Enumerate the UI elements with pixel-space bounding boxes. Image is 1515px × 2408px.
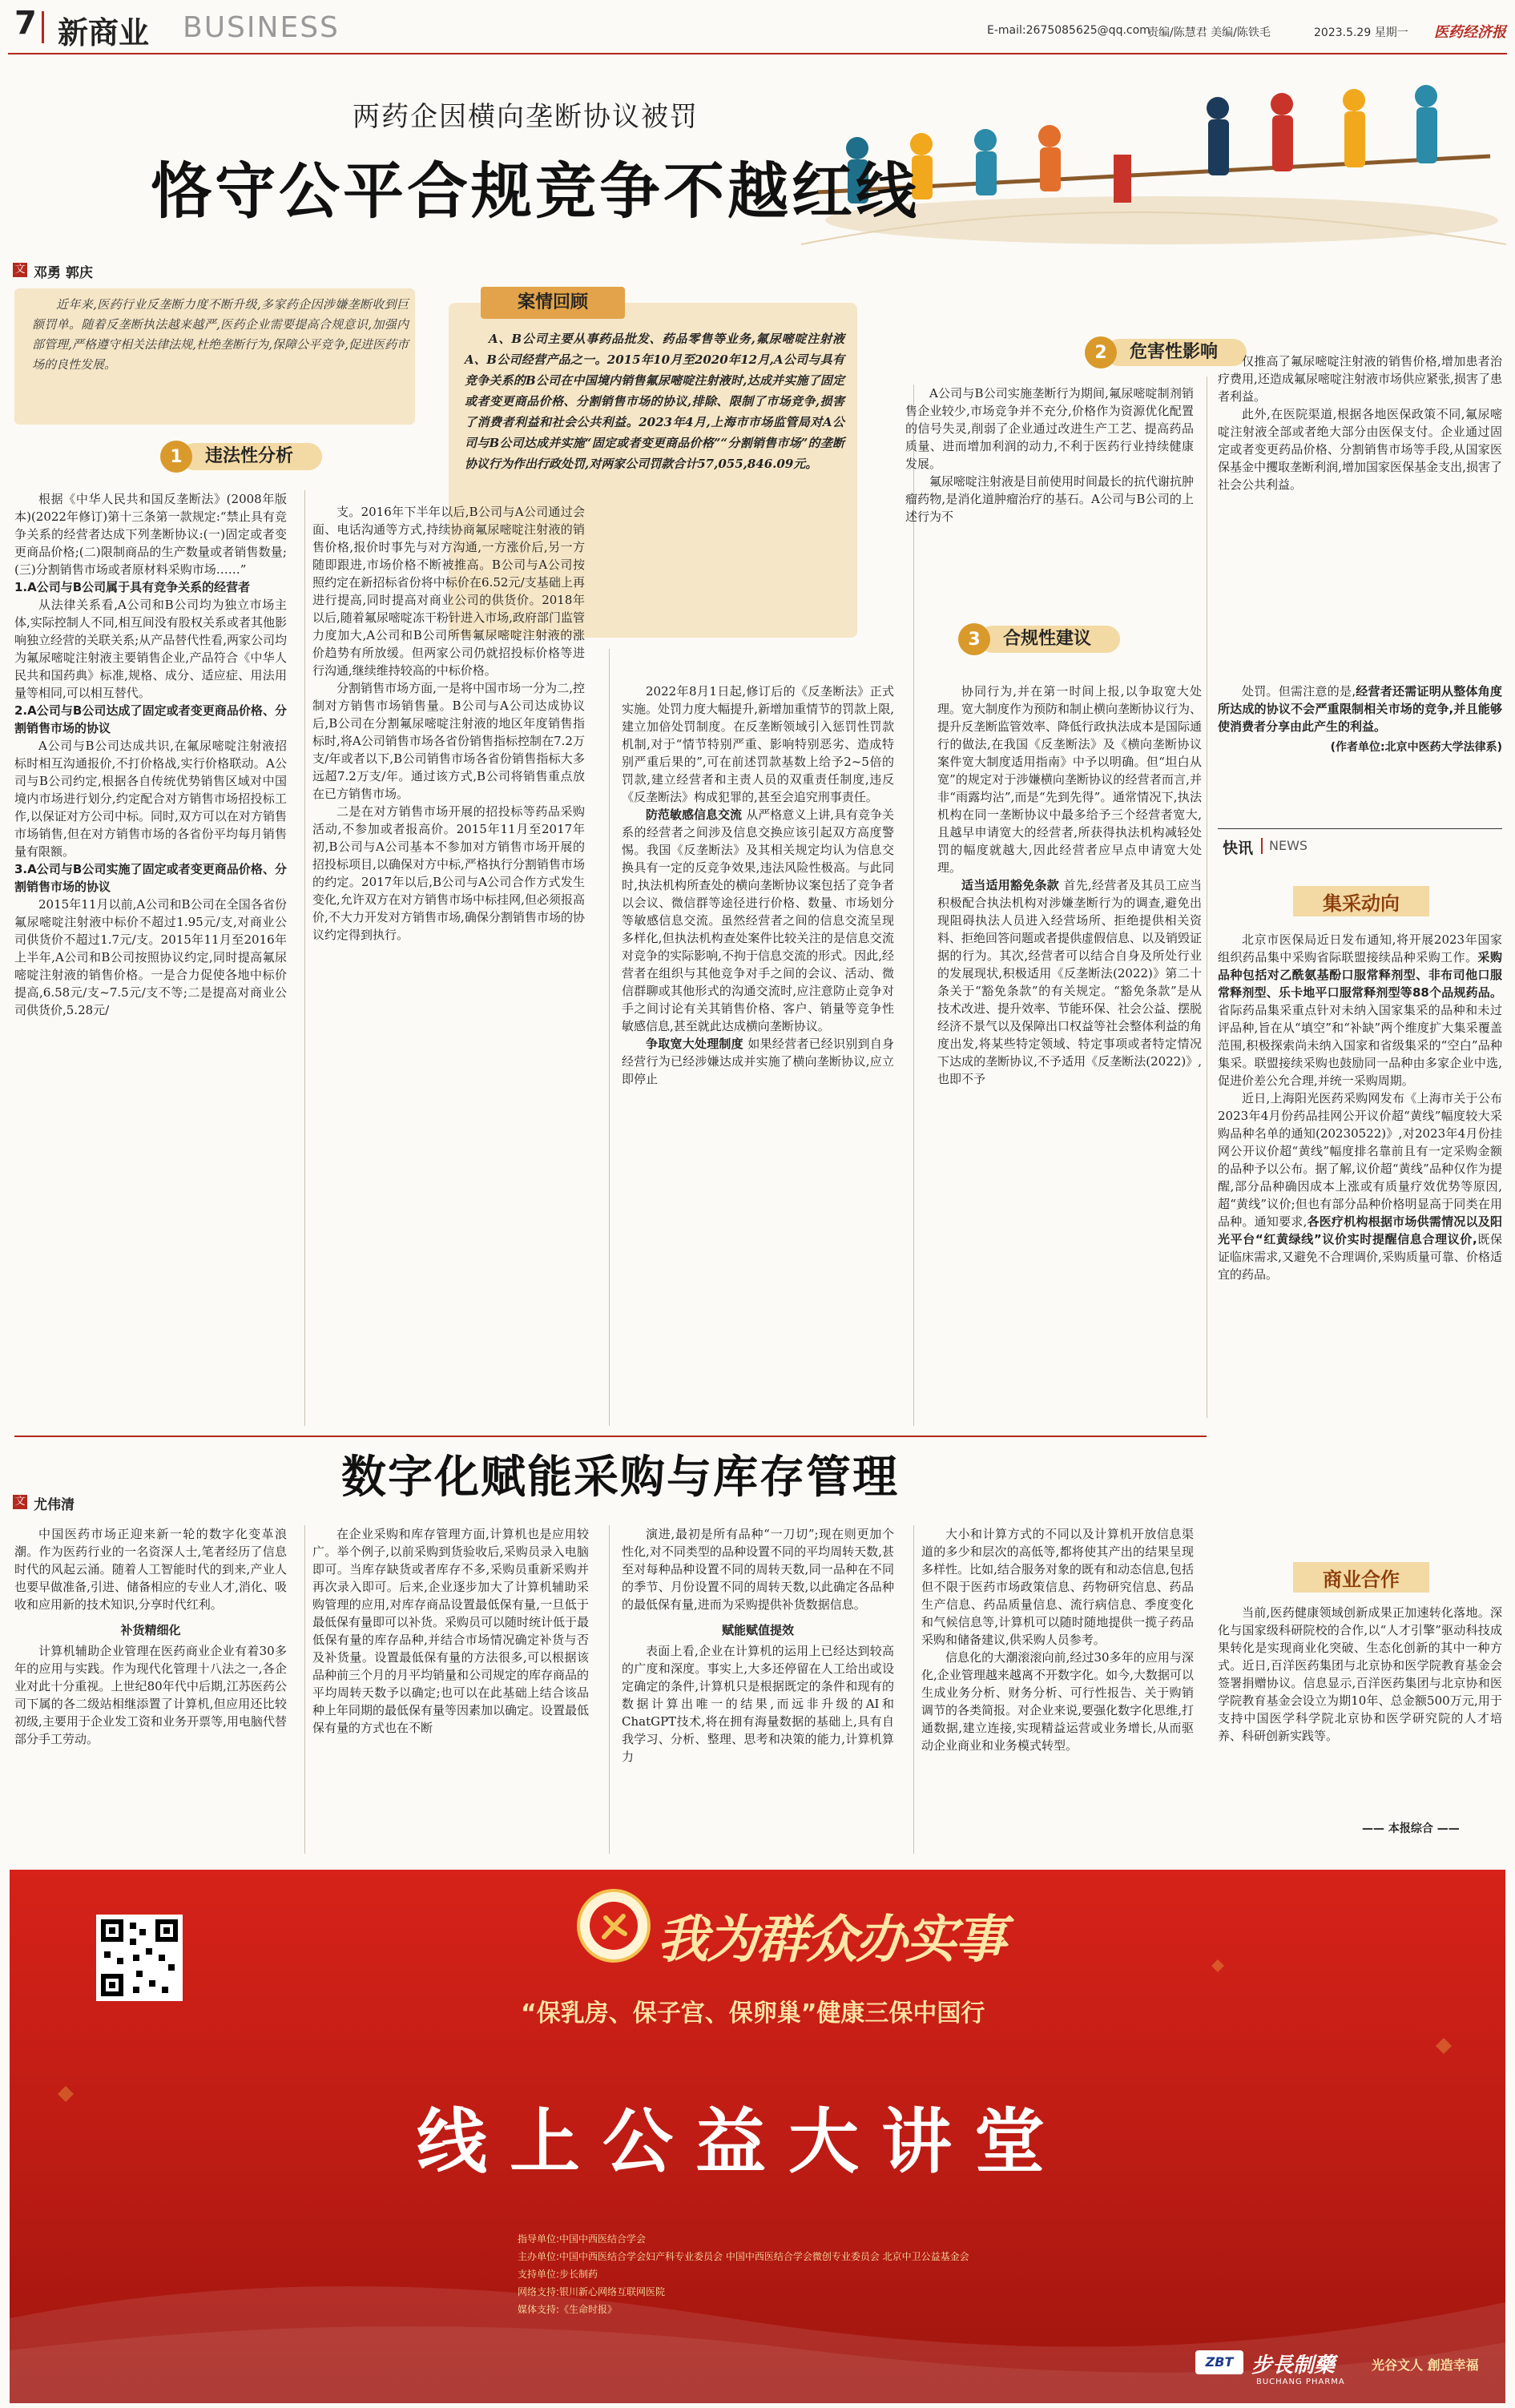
news-para-2b: 各医疗机构根据市场供需情况以及阳光平台“红黄绿线”议价实时提醒信息合理议价, xyxy=(1218,1214,1502,1246)
page-number: 7 xyxy=(14,5,37,42)
main-column-1 xyxy=(14,490,287,1426)
column-rule xyxy=(913,1525,914,1854)
column-rule xyxy=(609,649,610,1426)
ad-credit-row: 支持单位:步长制药 xyxy=(518,2269,598,2280)
section-name-en: BUSINESS xyxy=(183,11,340,44)
author-unit: (作者单位:北京中医药大学法律系) xyxy=(1330,741,1502,754)
sponsor-name: 步長制藥 xyxy=(1251,2354,1336,2378)
main-column-3 xyxy=(622,683,894,1427)
paper-name: 医药经济报 xyxy=(1434,24,1506,41)
masthead-rule xyxy=(8,53,1507,54)
second-story-title: 数字化赋能采购与库存管理 xyxy=(341,1452,899,1504)
qr-code-icon xyxy=(101,1919,178,1996)
second-byline-mark: 文 xyxy=(13,1495,27,1509)
second-para-3: 在企业采购和库存管理方面,计算机也是应用较广。举个例子,以前采购到货验收后,采购员录入电脑即可。当库存缺货或者库存不多,采购员重新采购并再次录入即可。后来,企业逐步加大了计算机辅助采购管理的应用,对库存商品设置最低保有量,一旦低于最低保有量即可以补货。采购员可以随时统计低于最低保有量的库存品种,并结合市场情况确定补货与否及补货量。设置最低保有量的方法很多,可以根据该品种前三个月的月平均销量和公司规定的库存商品的平均周转天数予以确定;也可以在此基础上结合该品种上年同期的最低保有量等因素加以确定。设置最低保有量的方式也在不断 xyxy=(312,1527,589,1735)
ad-emblem xyxy=(577,1889,651,1963)
news-heading-procurement: 集采动向 xyxy=(1293,886,1429,916)
second-story-rule xyxy=(14,1436,1207,1437)
section-3-tab xyxy=(958,623,1120,655)
second-column-4 xyxy=(921,1525,1194,1854)
byline: 邓勇 郭庆 xyxy=(34,265,93,281)
section-2-label: 危害性影响 xyxy=(1106,339,1247,366)
paragraph: A公司与B公司实施垄断行为期间,氟尿嘧啶制剂销售企业较少,市场竞争并不充分,价格作为资源优化配置的信号失灵,削弱了企业通过改进生产工艺、提高药品质量、进而增加利润的动力,不利于医药行业持续健康发展。 xyxy=(905,386,1194,471)
section-name: 新商业 xyxy=(58,15,150,50)
paragraph: 此外,在医院渠道,根据各地医保政策不同,氟尿嘧啶注射液全部或者绝大部分由医保支付。企业通过固定或者变更药品价格、分割销售市场等手段,从国家医保基金中攫取垄断利润,增加国家医保基金支出,损害了社会公共利益。 xyxy=(1218,407,1502,492)
column-rule xyxy=(304,1525,305,1854)
masthead-editors: 责编/陈慧君 美编/陈铁毛 xyxy=(1147,26,1271,39)
news-top-rule xyxy=(1218,828,1502,829)
second-para-6: 大小和计算方式的不同以及计算机开放信息渠道的多少和层次的高低等,都将使其产出的结果呈现多样性。比如,结合服务对象的既有和动态信息,包括但不限于医药市场政策信息、药物研究信息、药品生产信息、药品质量信息、流行病信息、季度变化和气候信息等,计算机可以随时随地提供一揽子药品采购和储备建议,供采购人员参考。 xyxy=(921,1527,1194,1647)
paragraph: 氟尿嘧啶注射液是目前使用时间最长的抗代谢抗肿瘤药物,是消化道肿瘤治疗的基石。A公司与B公司的上述行为不 xyxy=(905,474,1194,524)
news-header-en: NEWS xyxy=(1269,838,1308,853)
second-para-5: 表面上看,企业在计算机的运用上已经达到较高的广度和深度。事实上,大多还停留在人工给出或设定确定的条件,计算机只是根据既定的条件和现有的数据计算出唯一的结果,而远非升级的AI和ChatGPT技术,将在拥有海量数据的基础上,具有自我学习、分析、整理、思考和决策的能力,计算机算力 xyxy=(622,1644,894,1764)
main-column-5-top xyxy=(905,385,1194,593)
news-column-1 xyxy=(1218,931,1502,1427)
second-subheading-1: 补货精细化 xyxy=(120,1623,181,1637)
news-column-2 xyxy=(1218,1604,1502,1812)
news-para-1b: 采购品种包括对乙酰氨基酚口服常释剂型、非布司他口服常释剂型、乐卡地平口服常释剂型等88个品规药品。 xyxy=(1218,950,1502,1000)
news-header-bar xyxy=(1261,838,1263,854)
section-1-label: 违法性分析 xyxy=(181,443,322,470)
news-header-cn: 快讯 xyxy=(1223,840,1254,857)
paragraph: 2015年11月以前,A公司和B公司在全国各省份氟尿嘧啶注射液中标价不超过1.95元/支,对商业公司供货价不超过1.7元/支。2015年11月至2016年上半年,A公司和B公司按照协议约定,同时提高氟尿嘧啶注射液的销售价格。一是合力促使各地中标价提高,6.58元/支~7.5元/支不等;二是提高对商业公司供货价,5.28元/ xyxy=(14,897,287,1017)
case-box-text: A、B公司主要从事药品批发、药品零售等业务,氟尿嘧啶注射液A、B公司经营产品之一。2015年10月至2020年12月,A公司与具有竞争关系的B公司在中国境内销售氟尿嘧啶注射液时,达成并实施了固定或者变更商品价格、分割销售市场的协议,排除、限制了市场竞争,损害了消费者利益和社会公共利益。2023年4月,上海市市场监管局对A公司与B公司达成并实施“固定或者变更商品价格”“分割销售市场”的垄断协议行为作出行政处罚,对两家公司罚款合计57,055,846.09元。 xyxy=(465,332,844,471)
masthead-divider xyxy=(42,11,44,43)
masthead-email: E-mail:2675085625@qq.com xyxy=(987,24,1150,37)
paragraph-text: 如果经营者已经识别到自身经营行为已经涉嫌达成并实施了横向垄断协议,应立即停止 xyxy=(622,1037,894,1086)
conclusion-bold: 经营者还需证明从整体角度所达成的协议不会严重限制相关市场的竞争,并且能够使消费者分享由此产生的利益。 xyxy=(1218,684,1502,734)
second-para-1: 中国医药市场正迎来新一轮的数字化变革浪潮。作为医药行业的一名资深人士,笔者经历了信息时代的风起云涌。随着人工智能时代的到来,产业人也要早做准备,引进、储备相应的专业人才,消化、吸收和应用新的技术知识,分享时代红利。 xyxy=(14,1527,287,1612)
news-para-2c: 既保证临床需求,又避免不合理调价,采购质量可靠、价格适宜的药品。 xyxy=(1218,1232,1502,1282)
second-column-1 xyxy=(14,1525,287,1854)
case-box-label: 案情回顾 xyxy=(481,287,625,319)
column-rule xyxy=(609,1525,610,1854)
paragraph: 根据《中华人民共和国反垄断法》(2008年版本)(2022年修订)第十三条第一款规定:“禁止具有竞争关系的经营者达成下列垄断协议:(一)固定或者变更商品价格;(二)限制商品的生产数量或者销售数量;(三)分割销售市场或者原材料采购市场……” xyxy=(14,492,287,577)
subheading: 2.A公司与B公司达成了固定或者变更商品价格、分割销售市场的协议 xyxy=(14,703,287,735)
section-1-number: 1 xyxy=(160,441,192,473)
ad-credit-row: 媒体支持:《生命时报》 xyxy=(518,2304,618,2315)
news-para-1a: 北京市医保局近日发布通知,将开展2023年国家组织药品集中采购省际联盟接续品种采购工作。 xyxy=(1218,932,1502,964)
masthead xyxy=(0,0,1515,58)
section-1-tab xyxy=(160,441,322,473)
ad-banner xyxy=(10,1870,1505,2403)
sponsor-name-en: BUCHANG PHARMA xyxy=(1256,2378,1345,2386)
masthead-date: 2023.5.29 星期一 xyxy=(1314,26,1408,39)
ad-slogan: “保乳房、保子宫、保卵巢”健康三保中国行 xyxy=(521,1999,985,2027)
second-para-4: 演进,最初是所有品种“一刀切”;现在则更加个性化,对不同类型的品种设置不同的平均周转天数,甚至对每种品种设置不同的周转天数,同一品种在不同的季节、月份设置不同的周转天数,以此确定各品种的最低保有量,进而为采购提供补货数据信息。 xyxy=(622,1527,894,1612)
subheading: 1.A公司与B公司属于具有竞争关系的经营者 xyxy=(14,580,251,594)
party-emblem-icon xyxy=(580,1892,647,1959)
story-title: 恪守公平合规竞争不越红线 xyxy=(151,155,920,227)
main-column-6-bottom xyxy=(1218,683,1502,823)
second-para-7: 信息化的大潮滚滚向前,经过30多年的应用与深化,企业管理越来越离不开数字化。如今,大数据可以生成业务分析、财务分析、可行性报告、关于购销调节的各类简报。对企业来说,要强化数字化思维,打通数据,建立连接,实现精益运营或业务增长,从而驱动企业商业和业务模式转型。 xyxy=(921,1650,1194,1753)
byline-mark: 文 xyxy=(13,263,27,277)
paragraph: 2022年8月1日起,修订后的《反垄断法》正式实施。处罚力度大幅提升,新增加重情节的罚款上限,建立加倍处罚制度。在反垄断领域引入惩罚性罚款机制,对于“情节特别严重、影响特别恶劣、造成特别严重后果的”,可在前述罚款基数上给予2~5倍的罚款,建立经营者和主责人员的双重责任制度,违反《反垄断法》构成犯罪的,甚至会追究刑事责任。 xyxy=(622,684,894,804)
second-column-2 xyxy=(312,1525,589,1854)
column-rule xyxy=(304,490,305,1426)
paragraph xyxy=(622,806,894,1035)
ad-main-title: 线上公益大讲堂 xyxy=(417,2100,1068,2183)
ad-credit-row: 指导单位:中国中西医结合学会 xyxy=(518,2233,647,2245)
paragraph: A公司与B公司达成共识,在氟尿嘧啶注射液招标时相互沟通报价,不打价格战,实行价格联动。A公司与B公司约定,根据各自传统优势销售区域对中国境内市场进行划分,约定配合对方销售市场招投标工作,以保证对方公司中标。同时,双方可以在对方销售市场销售,但在对方销售市场的各省份平均每月销售量有限额。 xyxy=(14,739,287,859)
ad-credits xyxy=(518,2230,1239,2318)
second-byline: 尤伟清 xyxy=(34,1497,75,1513)
sponsor-tagline: 光谷文人 創造幸福 xyxy=(1372,2358,1479,2373)
news-heading-cooperation: 商业合作 xyxy=(1293,1562,1429,1593)
paragraph: 分割销售市场方面,一是将中国市场一分为二,控制对方销售市场销售量。B公司与A公司达成协议后,B公司在分割氟尿嘧啶注射液的地区年度销售指标时,将A公司销售市场各省份销售指标控制在7.2万支/年或者以下,B公司销售市场各省份销售指标大多远超7.2万支/年。通过该方式,B公司将销售重点放在已方销售市场。 xyxy=(312,681,585,801)
main-column-2 xyxy=(312,503,585,1432)
ad-credit-row: 网络支持:银川新心网络互联网医院 xyxy=(518,2286,666,2297)
news-para-1c: 省际药品集采重点针对未纳入国家集采的品种和未过评品种,旨在从“填空”和“补缺”两个维度扩大集采覆盖范围,积极探索尚未纳入国家和省级集采的“空白”品种集采。联盟接续采购也鼓励同一品种由多家企业中选,促进价差公允合理,并统一采购周期。 xyxy=(1218,1003,1502,1088)
paragraph-text: 首先,经营者及其员工应当积极配合执法机构对涉嫌垄断行为的调查,避免出现阻碍执法人员进入经营场所、拒绝提供相关资料、拒绝回答问题或者提供虚假信息、以及销毁证据的行为。其次,经营者可以结合自身及所处行业的发展现状,积极适用《反垄断法(2022)》第二十条关于“豁免条款”的有关规定。“豁免条款”是从技术改进、提升效率、节能环保、社会公益、摆脱经济不景气以及保障出口权益等社会整体利益的角度出发,将某些特定领域、特定事项或者特定情况下达成的垄断协议,不予适用《反垄断法(2022)》,也即不予 xyxy=(937,878,1202,1086)
second-subheading-2: 赋能赋值提效 xyxy=(721,1623,794,1637)
second-para-2: 计算机辅助企业管理在医药商业企业有着30多年的应用与实践。作为现代化管理十八法之一,各企业对此十分重视。上世纪80年代中后期,江苏医药公司下属的各二级站相继添置了计算机,但应用还比较初级,主要用于企业发工资和业务开票等,用电脑代替部分手工劳动。 xyxy=(14,1644,287,1746)
paragraph: 协同行为,并在第一时间上报,以争取宽大处理。宽大制度作为预防和制止横向垄断协议行为、提升反垄断监管效率、降低行政执法成本是国际通行的做法,在我国《反垄断法》及《横向垄断协议案件宽大制度适用指南》中予以明确。但“坦白从宽”的规定对于涉嫌横向垄断协议的经营者而言,并非“雨露均沾”,而是“先到先得”。通常情况下,执法机构在同一垄断协议中最多给予三个经营者宽大,且越早申请宽大的经营者,所获得执法机构减轻处罚的幅度就越大,因此经营者应早点申请宽大处理。 xyxy=(937,684,1202,875)
paragraph: 从法律关系看,A公司和B公司均为独立市场主体,实际控制人不同,相互间没有股权关系或者其他影响独立经营的关联关系;从产品替代性看,两家公司均为氟尿嘧啶注射液主要销售企业,产品符合《中华人民共和国药典》标准,规格、成分、适应症、用法用量等相同,可以相互替代。 xyxy=(14,598,287,700)
ad-calligraphy: 我为群众办实事 xyxy=(657,1910,1005,1970)
news-para-2a: 近日,上海阳光医药采购网发布《上海市关于公布2023年4月份药品挂网公开议价超“黄线”幅度较大采购品种名单的通知(20230522)》,对2023年4月份挂网公开议价超“黄线”幅度排名靠前且有一定采购金额的品种予以公布。据了解,议价超“黄线”品种仅作为提醒,部分品种确因成本上涨或有质量疗效优势等原因,超“黄线”议价;但也有部分品种价格明显高于同类在用品种。通知要求, xyxy=(1218,1091,1502,1229)
second-column-3 xyxy=(622,1525,894,1854)
section-3-label: 合规性建议 xyxy=(979,626,1120,653)
lead-in: 争取宽大处理制度 xyxy=(646,1037,748,1051)
subheading: 3.A公司与B公司实施了固定或者变更商品价格、分割销售市场的协议 xyxy=(14,862,287,894)
paragraph xyxy=(937,876,1202,1088)
qr-code[interactable] xyxy=(96,1915,183,2001)
sponsor-logo: ZBT xyxy=(1195,2350,1243,2374)
news-para-3: 当前,医药健康领域创新成果正加速转化落地。深化与国家级科研院校的合作,以“人才引擎”驱动科技成果转化是实现商业化突破、生态化创新的其中一种方式。近日,百洋医药集团与北京协和医学院教育基金会签署捐赠协议。信息显示,百洋医药集团与北京协和医学院教育基金会设立为期10年、总金额500万元,用于支持中国医学科学院北京协和医学研究院的人才培养、科研创新实践等。 xyxy=(1218,1605,1502,1743)
main-column-4 xyxy=(937,683,1202,1427)
section-3-number: 3 xyxy=(958,623,990,655)
paragraph: 支。2016年下半年以后,B公司与A公司通过会面、电话沟通等方式,持续协商氟尿嘧啶注射液的销售价格,报价时事先与对方沟通,一方涨价后,另一方随即跟进,市场价格不断被推高。B公司与A公司按照约定在新招标省份将中标价在6.52元/支基础上再进行提高,同时提高对商业公司的供货价。2018年以后,随着氟尿嘧啶冻干粉针进入市场,政府部门监管力度加大,A公司和B公司所售氟尿嘧啶注射液的涨价趋势有所放缓。但两家公司仍就招投标价格等进行沟通,继续维持较高的中标价格。 xyxy=(312,505,585,678)
paragraph xyxy=(622,1035,894,1088)
paragraph: 二是在对方销售市场开展的招投标等药品采购活动,不参加或者报高价。2015年11月至2017年初,B公司与A公司基本不参加对方销售市场开展的招投标项目,以确保对方中标,严格执行分割销售市场的约定。2017年以后,B公司与A公司合作方式发生变化,允许双方在对方销售市场中标挂网,但必须报高价,不大力开发对方销售市场,确保分割销售市场的协议约定得到执行。 xyxy=(312,804,585,942)
intro-text: 近年来,医药行业反垄断力度不断升级,多家药企因涉嫌垄断收到巨额罚单。随着反垄断执法越来越严,医药企业需要提高合规意识,加强内部管理,严格遵守相关法律法规,杜绝垄断行为,保障公平竞争,促进医药市场的良性发展。 xyxy=(32,297,409,372)
story-subtitle: 两药企因横向垄断协议被罚 xyxy=(353,101,699,133)
section-2-number: 2 xyxy=(1085,336,1117,368)
conclusion-text: 处罚。但需注意的是, xyxy=(1242,684,1356,699)
ad-credit-row: 主办单位:中国中西医结合学会妇产科专业委员会 中国中西医结合学会微创专业委员会 北京中卫公益基金会 xyxy=(518,2251,969,2262)
lead-in: 适当适用豁免条款 xyxy=(961,878,1064,892)
lead-in: 防范敏感信息交流 xyxy=(646,807,747,822)
paragraph: 仅推高了氟尿嘧啶注射液的销售价格,增加患者治疗费用,还造成氟尿嘧啶注射液市场供应紧张,损害了患者利益。 xyxy=(1218,354,1502,404)
paragraph-text: 从严格意义上讲,具有竞争关系的经营者之间涉及信息交换应该引起双方高度警惕。我国《反垄断法》及其相关规定均认为信息交换具有一定的反竞争效果,违法风险性极高。与此同时,执法机构所查处的横向垄断协议案包括了竞争者以会议、微信群等途径进行价格、数量、市场划分等敏感信息交流。虽然经营者之间的信息交流呈现多样化,但执法机构查处案件比较关注的是信息交流对竞争的实际影响,不拘于信息交流的形式。因此,经营者在组织与其他竞争对手之间的会议、活动、微信群聊或其他形式的沟通交流时,应注意防止竞争对手之间讨论有关其销售价格、客户、销量等竞争性敏感信息,甚至就此达成横向垄断协议。 xyxy=(622,807,894,1033)
main-column-6-top xyxy=(1218,352,1502,617)
news-signature: —— 本报综合 —— xyxy=(1362,1822,1460,1835)
